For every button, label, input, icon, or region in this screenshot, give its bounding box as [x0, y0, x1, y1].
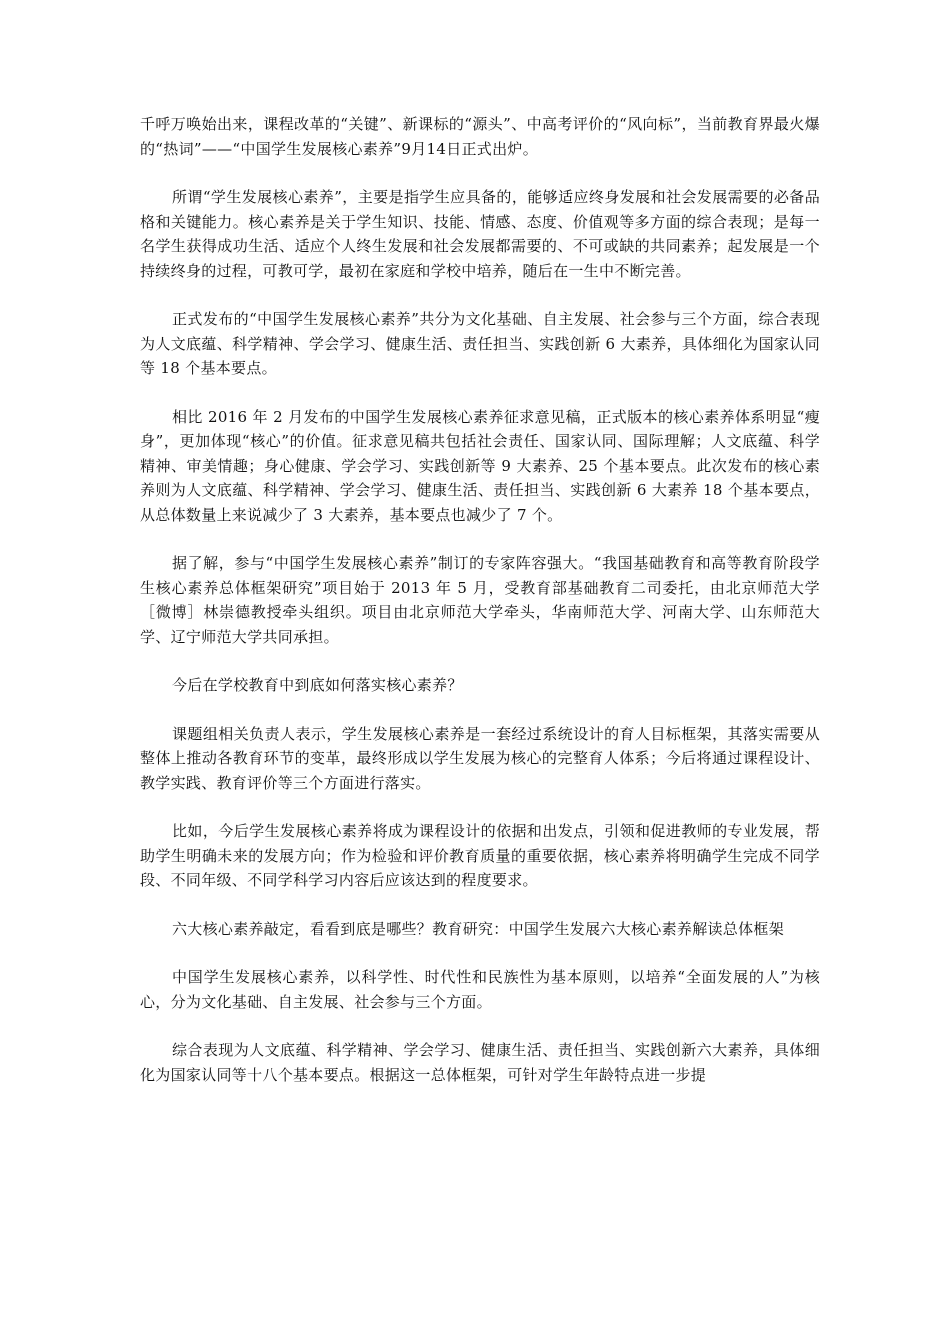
- document-page: [140, 112, 820, 1111]
- paragraph-implementation: 课题组相关负责人表示，学生发展核心素养是一套经过系统设计的育人目标框架，其落实需要从整体上推动各教育环节的变革，最终形成以学生发展为核心的完整育人体系；今后将通过课程设计、教学实践、教育评价等三个方面进行落实。: [140, 724, 820, 792]
- paragraph-example: 比如，今后学生发展核心素养将成为课程设计的依据和出发点，引领和促进教师的专业发展，帮助学生明确未来的发展方向；作为检验和评价教育质量的重要依据，核心素养将明确学生完成不同学段、不同年级、不同学科学习内容后应该达到的程度要求。: [140, 822, 820, 889]
- paragraph-intro: 千呼万唤始出来，课程改革的“关键”、新课标的“源头”、中高考评价的“风向标”，当前教育界最火爆的“热词”——“中国学生发展核心素养”9月14日正式出炉。: [140, 115, 820, 158]
- paragraph-summary: 综合表现为人文底蕴、科学精神、学会学习、健康生活、责任担当、实践创新六大素养，具体细化为国家认同等十八个基本要点。根据这一总体框架，可针对学生年龄特点进一步提: [140, 1041, 820, 1084]
- paragraph-framework: 中国学生发展核心素养，以科学性、时代性和民族性为基本原则，以培养“全面发展的人”为核心，分为文化基础、自主发展、社会参与三个方面。: [140, 968, 820, 1011]
- paragraph-six-literacies: 六大核心素养敲定，看看到底是哪些？教育研究：中国学生发展六大核心素养解读总体框架: [172, 919, 785, 938]
- paragraph-question: 今后在学校教育中到底如何落实核心素养？: [172, 676, 463, 694]
- paragraph-definition: 所谓“学生发展核心素养”，主要是指学生应具备的，能够适应终身发展和社会发展需要的必备品格和关键能力。核心素养是关于学生知识、技能、情感、态度、价值观等多方面的综合表现；是每一名学生获得成功生活、适应个人终生发展和社会发展都需要的、不可或缺的共同素养；起发展是一个持续终身的过程，可教可学，最初在家庭和学校中培养，随后在一生中不断完善。: [140, 188, 820, 280]
- paragraph-comparison: 相比 2016 年 2 月发布的中国学生发展核心素养征求意见稿，正式版本的核心素养体系明显“瘦身”，更加体现“核心”的价值。征求意见稿共包括社会责任、国家认同、国际理解；人文底蕴、科学精神、审美情趣；身心健康、学会学习、实践创新等 9 大素养、25 个基本要点。此次发布的核心素养则为人文底蕴、科学精神、学会学习、健康生活、责任担当、实践创新 6 大素养 18 个基本要点，从总体数量上来说减少了 3 大素养，基本要点也减少了 7 个。: [140, 407, 820, 524]
- paragraph-release: 正式发布的“中国学生发展核心素养”共分为文化基础、自主发展、社会参与三个方面，综合表现为人文底蕴、科学精神、学会学习、健康生活、责任担当、实践创新 6 大素养，具体细化为国家认同等 18 个基本要点。: [140, 310, 820, 377]
- paragraph-experts: 据了解，参与“中国学生发展核心素养”制订的专家阵容强大。“我国基础教育和高等教育阶段学生核心素养总体框架研究”项目始于 2013 年 5 月，受教育部基础教育二司委托，由北京师范大学［微博］林崇德教授牵头组织。项目由北京师范大学牵头，华南师范大学、河南大学、山东师范大学、辽宁师范大学共同承担。: [140, 554, 820, 646]
